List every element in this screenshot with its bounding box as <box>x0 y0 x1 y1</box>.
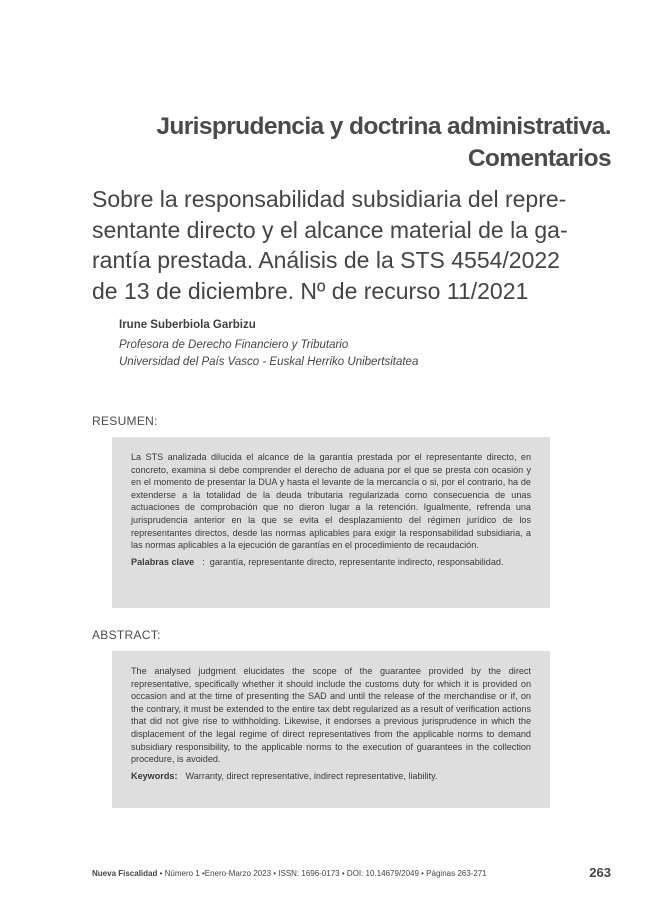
abstract-keywords <box>131 770 531 783</box>
resumen-text: La STS analizada dilucida el alcance de la garantía prestada por el representante directo, en concreto, examina si debe comprender el derecho de aduana por el que se presta con ocasión y en el momento de presentar la DUA y hasta el levante de la mercancía o si, por el contrario, ha de extenderse a la totalidad de la deuda tributaria regularizada como consecuencia de unas actuaciones de comprobación que no dieron lugar a la retención. Igualmente, refrenda una jurisprudencia anterior en la que se evita el desplazamiento del régimen jurídico de los representantes directos, desde las normas aplicables para exigir la responsabilidad subsidiaria, a las normas aplicables a la ejecución de garantías en el procedimiento de recaudación. <box>131 452 531 551</box>
resumen-keywords-label: Palabras clave <box>131 556 195 567</box>
author-block <box>119 319 589 371</box>
author-position: Profesora de Derecho Financiero y Tributario <box>119 339 349 351</box>
resumen-keywords-value: garantía, representante directo, representante indirecto, responsabilidad. <box>209 556 504 567</box>
footer-journal: Nueva Fiscalidad <box>92 869 158 878</box>
section-title-line-1: Jurisprudencia y doctrina administrativa. <box>156 113 611 140</box>
article-title: Sobre la responsabilidad subsidiaria del repre-sentante directo y el alcance material de la ga-rantía prestada. Análisis de la STS 4554/2022 de 13 de diciembre. Nº de recurso 11/2021 <box>92 186 568 304</box>
abstract-keywords-value: Warranty, direct representative, indirect representative, liability. <box>185 770 438 781</box>
section-title-line-2: Comentarios <box>467 145 611 172</box>
resumen-label: RESUMEN: <box>92 414 158 428</box>
footer-details: • Número 1 •Enero-Marzo 2023 • ISSN: 1696-0173 • DOI: 10.14679/2049 • Páginas 263-271 <box>157 869 487 878</box>
abstract-keywords-label: Keywords: <box>131 770 178 781</box>
resumen-box <box>112 437 550 608</box>
footer-citation <box>92 869 487 878</box>
abstract-box <box>112 651 550 808</box>
page-number: 263 <box>589 865 611 880</box>
author-name: Irune Suberbiola Garbizu <box>119 319 256 331</box>
abstract-text: The analysed judgment elucidates the scope of the guarantee provided by the direct representative, specifically whether it should include the customs duty for which it is provided on occasion and at the time of presenting the SAD and until the release of the merchandise or if, on the contrary, it must be extended to the entire tax debt regularized as a result of verification actions that did not give rise to withholding. Likewise, it endorses a previous jurisprudence in which the displacement of the legal regime of direct representatives from the applicable norms to demand subsidiary responsibility, to the applicable norms to the execution of guarantees in the collection procedure, is avoided. <box>131 666 531 765</box>
author-institution: Universidad del País Vasco - Euskal Herriko Unibertsitatea <box>119 356 419 368</box>
resumen-keywords: Palabras clave : garantía, representante directo, representante indirecto, responsabilidad. <box>131 556 504 567</box>
section-title <box>156 111 611 175</box>
abstract-label: ABSTRACT: <box>92 628 161 642</box>
